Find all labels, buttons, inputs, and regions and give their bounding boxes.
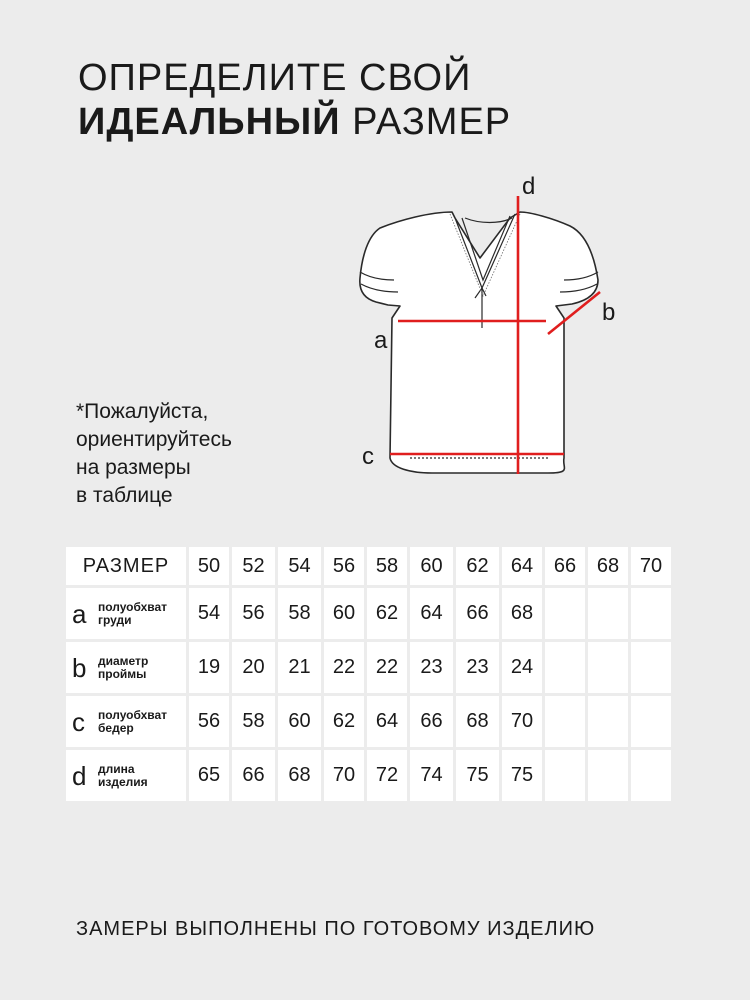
table-cell: 58 xyxy=(232,696,275,747)
header-size: 70 xyxy=(631,547,671,585)
row-description xyxy=(98,601,167,627)
table-cell xyxy=(545,642,585,693)
title-line-2 xyxy=(78,100,511,144)
title-bold-word: ИДЕАЛЬНЫЙ xyxy=(78,101,341,143)
row-label xyxy=(66,588,186,639)
table-cell xyxy=(545,750,585,801)
note-line-1: *Пожалуйста, xyxy=(76,400,209,423)
table-cell xyxy=(588,642,628,693)
header-size: 58 xyxy=(367,547,407,585)
row-letter: d xyxy=(72,760,87,791)
table-cell: 66 xyxy=(410,696,453,747)
header-size: 62 xyxy=(456,547,499,585)
table-cell: 65 xyxy=(189,750,229,801)
size-table xyxy=(63,544,674,804)
row-description xyxy=(98,655,148,681)
table-cell: 60 xyxy=(278,696,321,747)
size-note xyxy=(76,398,232,510)
table-cell: 24 xyxy=(502,642,542,693)
label-d: d xyxy=(522,173,536,200)
row-label xyxy=(66,642,186,693)
row-desc-line-2: проймы xyxy=(98,666,147,681)
row-letter: a xyxy=(72,598,87,629)
table-cell: 64 xyxy=(367,696,407,747)
table-cell: 23 xyxy=(456,642,499,693)
blouse-outline xyxy=(360,212,598,473)
table-cell: 22 xyxy=(367,642,407,693)
note-line-4: в таблице xyxy=(76,484,173,507)
table-cell: 66 xyxy=(232,750,275,801)
title-rest: РАЗМЕР xyxy=(340,101,512,143)
header-size: 64 xyxy=(502,547,542,585)
table-header-row xyxy=(66,547,671,585)
table-cell xyxy=(588,696,628,747)
row-desc-line-1: диаметр xyxy=(98,653,149,668)
label-a: a xyxy=(374,327,388,354)
row-label xyxy=(66,750,186,801)
table-cell: 60 xyxy=(324,588,364,639)
row-letter: b xyxy=(72,652,87,683)
table-cell: 74 xyxy=(410,750,453,801)
table-cell xyxy=(545,696,585,747)
table-cell: 70 xyxy=(502,696,542,747)
table-cell: 64 xyxy=(410,588,453,639)
header-size: 52 xyxy=(232,547,275,585)
table-cell xyxy=(588,588,628,639)
table-cell: 54 xyxy=(189,588,229,639)
table-row xyxy=(66,588,671,639)
row-description xyxy=(98,763,148,789)
table-cell: 62 xyxy=(367,588,407,639)
table-cell: 23 xyxy=(410,642,453,693)
table-row xyxy=(66,750,671,801)
table-cell xyxy=(631,696,671,747)
table-cell xyxy=(631,588,671,639)
table-cell: 56 xyxy=(232,588,275,639)
table-cell: 21 xyxy=(278,642,321,693)
note-line-2: ориентируйтесь xyxy=(76,428,232,451)
table-cell: 62 xyxy=(324,696,364,747)
row-desc-line-2: изделия xyxy=(98,774,148,789)
row-desc-line-2: бедер xyxy=(98,720,134,735)
table-cell: 68 xyxy=(502,588,542,639)
blouse-diagram xyxy=(340,168,640,498)
table-cell: 68 xyxy=(278,750,321,801)
header-size: 68 xyxy=(588,547,628,585)
table-cell: 75 xyxy=(456,750,499,801)
table-cell xyxy=(588,750,628,801)
header-size: 50 xyxy=(189,547,229,585)
table-cell: 56 xyxy=(189,696,229,747)
header-size: 56 xyxy=(324,547,364,585)
row-desc-line-2: груди xyxy=(98,612,132,627)
label-b: b xyxy=(602,299,616,326)
row-label xyxy=(66,696,186,747)
row-description xyxy=(98,709,167,735)
header-size: 60 xyxy=(410,547,453,585)
header-size: 54 xyxy=(278,547,321,585)
table-cell xyxy=(545,588,585,639)
table-cell: 19 xyxy=(189,642,229,693)
header-label: РАЗМЕР xyxy=(66,547,186,585)
table-cell: 75 xyxy=(502,750,542,801)
table-cell: 70 xyxy=(324,750,364,801)
table-cell xyxy=(631,750,671,801)
table-cell: 68 xyxy=(456,696,499,747)
row-desc-line-1: длина xyxy=(98,761,135,776)
label-c: c xyxy=(362,443,374,470)
table-row xyxy=(66,642,671,693)
row-desc-line-1: полуобхват xyxy=(98,707,168,722)
header-size: 66 xyxy=(545,547,585,585)
table-cell: 66 xyxy=(456,588,499,639)
table-cell: 20 xyxy=(232,642,275,693)
table-cell xyxy=(631,642,671,693)
note-line-3: на размеры xyxy=(76,456,191,479)
table-cell: 58 xyxy=(278,588,321,639)
table-cell: 22 xyxy=(324,642,364,693)
page-title xyxy=(78,56,511,144)
table-cell: 72 xyxy=(367,750,407,801)
row-letter: c xyxy=(72,706,85,737)
table-row xyxy=(66,696,671,747)
title-line-1: ОПРЕДЕЛИТЕ СВОЙ xyxy=(78,57,472,99)
row-desc-line-1: полуобхват xyxy=(98,599,168,614)
footer-note: ЗАМЕРЫ ВЫПОЛНЕНЫ ПО ГОТОВОМУ ИЗДЕЛИЮ xyxy=(76,918,596,940)
